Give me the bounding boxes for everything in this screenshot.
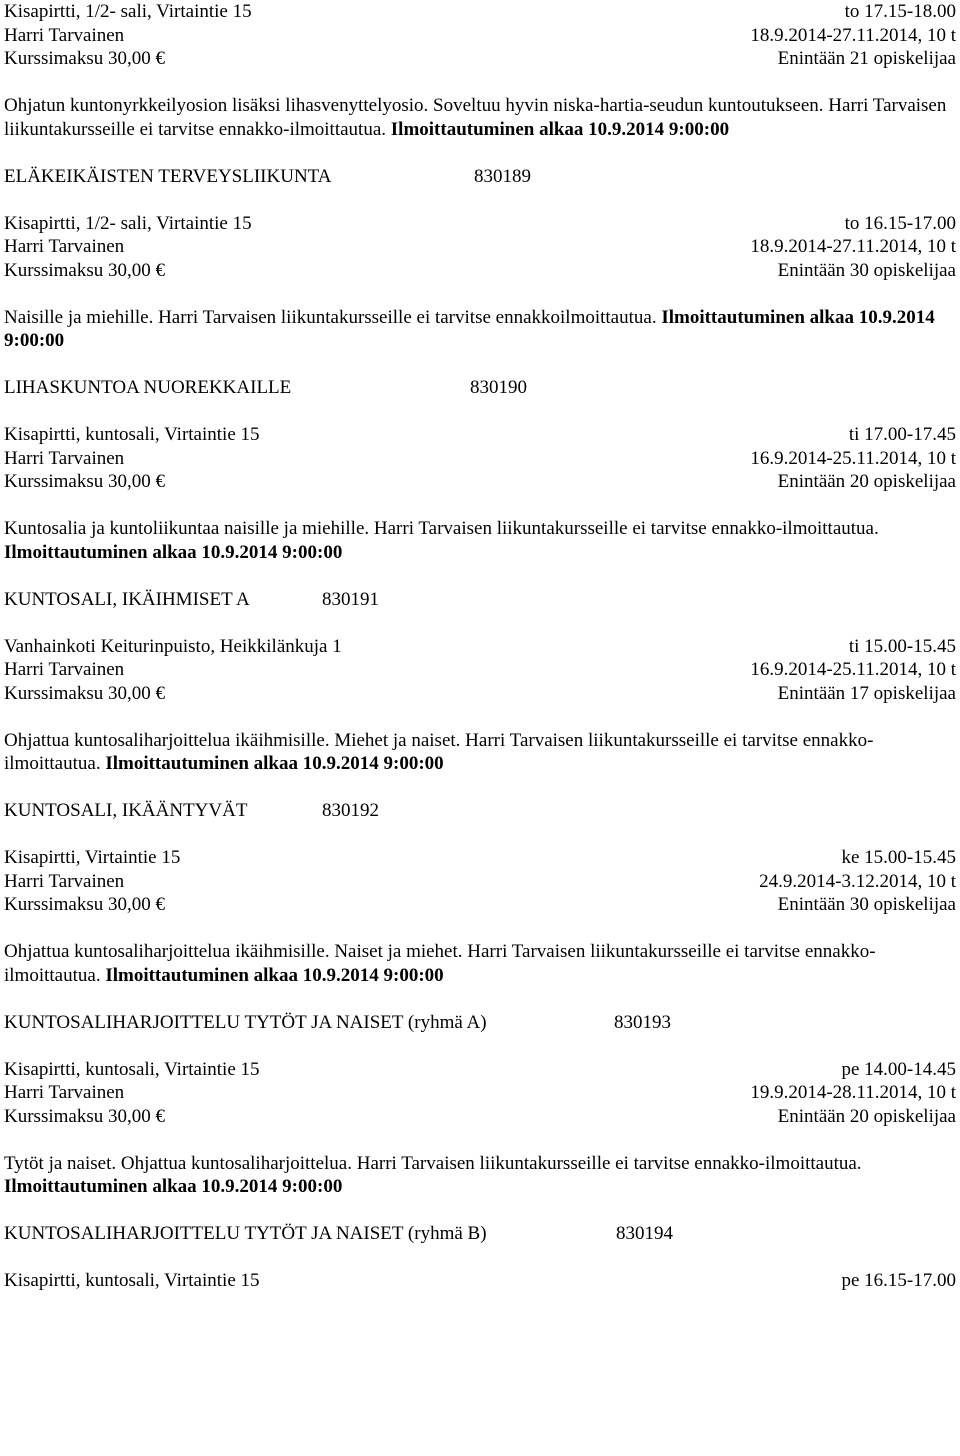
course-code: 830189: [474, 165, 531, 187]
fee-row: [4, 1105, 956, 1129]
location: Kisapirtti, kuntosali, Virtaintie 15: [4, 1058, 260, 1080]
teacher: Harri Tarvainen: [4, 447, 125, 469]
location: Kisapirtti, 1/2- sali, Virtaintie 15: [4, 212, 252, 234]
max-students: Enintään 30 opiskelijaa: [777, 894, 956, 915]
teacher-row: [4, 447, 956, 471]
registration-note: Ilmoittautuminen alkaa 10.9.2014 9:00:00: [105, 753, 444, 774]
teacher-row: [4, 1081, 956, 1105]
registration-note: Ilmoittautuminen alkaa 10.9.2014 9:00:00: [4, 541, 343, 563]
course-description: Tytöt ja naiset. Ohjattua kuntosaliharjoittelua. Harri Tarvaisen liikuntakursseille ei tarvitse ennakko-ilmoittautua. Ilmoittautuminen alkaa 10.9.2014 9:00:00: [4, 1152, 862, 1197]
date-range: 19.9.2014-28.11.2014, 10 t: [750, 1082, 956, 1103]
fee-row: [4, 682, 956, 706]
fee: Kurssimaksu 30,00 €: [4, 259, 165, 281]
teacher-row: [4, 870, 956, 894]
course-title-row: [4, 165, 956, 189]
location-row: [4, 0, 956, 24]
max-students: Enintään 17 opiskelijaa: [777, 682, 956, 704]
location: Vanhainkoti Keiturinpuisto, Heikkilänkuja 1: [4, 635, 342, 657]
teacher: Harri Tarvainen: [4, 236, 125, 257]
location-row: [4, 1269, 956, 1293]
course-title-row: [4, 799, 956, 823]
fee-row: [4, 47, 956, 71]
location-row: [4, 212, 956, 236]
location-row: [4, 423, 956, 447]
teacher: Harri Tarvainen: [4, 1082, 125, 1103]
time: to 17.15-18.00: [844, 1, 956, 22]
location: Kisapirtti, kuntosali, Virtaintie 15: [4, 1270, 260, 1291]
course-title-row: [4, 1011, 956, 1035]
date-range: 24.9.2014-3.12.2014, 10 t: [759, 870, 956, 892]
fee: Kurssimaksu 30,00 €: [4, 682, 165, 704]
course-description: Naisille ja miehille. Harri Tarvaisen liikuntakursseille ei tarvitse ennakkoilmoittautua. Ilmoittautuminen alkaa 10.9.2014 9:00:00: [4, 306, 935, 351]
course-code: 830193: [614, 1011, 671, 1033]
course-listing-page: [4, 0, 956, 1293]
time: ke 15.00-15.45: [841, 847, 956, 868]
teacher-row: [4, 235, 956, 259]
max-students: Enintään 30 opiskelijaa: [777, 259, 956, 281]
location-row: [4, 846, 956, 870]
location-row: [4, 1058, 956, 1082]
course-code: 830191: [322, 588, 379, 610]
course-title-row: [4, 588, 956, 612]
teacher: Harri Tarvainen: [4, 870, 125, 892]
course-name: ELÄKEIKÄISTEN TERVEYSLIIKUNTA: [4, 165, 332, 187]
course-title-row: [4, 376, 956, 400]
course-code: 830194: [616, 1223, 673, 1244]
max-students: Enintään 21 opiskelijaa: [777, 48, 956, 69]
time: to 16.15-17.00: [844, 212, 956, 234]
fee: Kurssimaksu 30,00 €: [4, 48, 165, 69]
location: Kisapirtti, kuntosali, Virtaintie 15: [4, 424, 260, 445]
date-range: 18.9.2014-27.11.2014, 10 t: [750, 24, 956, 46]
course-description: Ohjatun kuntonyrkkeilyosion lisäksi lihasvenyttelyosio. Soveltuu hyvin niska-hartia-seudun kuntoutukseen. Harri Tarvaisen liikuntakursseille ei tarvitse ennakko-ilmoittautua. Ilmoittautuminen alkaa 10.9.2014 9:00:00: [4, 95, 947, 140]
course-name: KUNTOSALI, IKÄIHMISET A: [4, 588, 250, 610]
course-code: 830192: [322, 800, 379, 821]
fee-row: [4, 470, 956, 494]
course-name: KUNTOSALI, IKÄÄNTYVÄT: [4, 800, 248, 821]
date-range: 18.9.2014-27.11.2014, 10 t: [750, 236, 956, 257]
registration-note: Ilmoittautuminen alkaa 10.9.2014 9:00:00: [4, 1176, 343, 1197]
registration-note: Ilmoittautuminen alkaa 10.9.2014 9:00:00: [390, 118, 730, 140]
fee: Kurssimaksu 30,00 €: [4, 1105, 165, 1127]
teacher: Harri Tarvainen: [4, 24, 125, 46]
course-name: KUNTOSALIHARJOITTELU TYTÖT JA NAISET (ryhmä A): [4, 1011, 487, 1033]
fee: Kurssimaksu 30,00 €: [4, 471, 165, 492]
max-students: Enintään 20 opiskelijaa: [777, 471, 956, 492]
registration-note: Ilmoittautuminen alkaa 10.9.2014 9:00:00: [4, 306, 935, 351]
date-range: 16.9.2014-25.11.2014, 10 t: [750, 659, 956, 680]
fee: Kurssimaksu 30,00 €: [4, 894, 165, 915]
date-range: 16.9.2014-25.11.2014, 10 t: [750, 447, 956, 469]
teacher-row: [4, 24, 956, 48]
time: pe 16.15-17.00: [841, 1270, 956, 1291]
course-name: KUNTOSALIHARJOITTELU TYTÖT JA NAISET (ryhmä B): [4, 1223, 487, 1244]
time: ti 15.00-15.45: [848, 635, 956, 657]
fee-row: [4, 893, 956, 917]
course-code: 830190: [470, 377, 527, 398]
location: Kisapirtti, 1/2- sali, Virtaintie 15: [4, 1, 252, 22]
fee-row: [4, 259, 956, 283]
time: ti 17.00-17.45: [848, 424, 956, 445]
teacher-row: [4, 658, 956, 682]
course-description: Ohjattua kuntosaliharjoittelua ikäihmisille. Naiset ja miehet. Harri Tarvaisen liikuntakursseille ei tarvitse ennakko-ilmoittautua. Ilmoittautuminen alkaa 10.9.2014 9:00:00: [4, 941, 876, 986]
course-title-row: [4, 1222, 956, 1246]
location: Kisapirtti, Virtaintie 15: [4, 847, 181, 868]
course-description: Ohjattua kuntosaliharjoittelua ikäihmisille. Miehet ja naiset. Harri Tarvaisen liikuntakursseille ei tarvitse ennakko-ilmoittautua. Ilmoittautuminen alkaa 10.9.2014 9:00:00: [4, 729, 874, 774]
location-row: [4, 635, 956, 659]
course-name: LIHASKUNTOA NUOREKKAILLE: [4, 377, 292, 398]
course-description: Kuntosalia ja kuntoliikuntaa naisille ja miehille. Harri Tarvaisen liikuntakursseille ei tarvitse ennakko-ilmoittautua. Ilmoittautuminen alkaa 10.9.2014 9:00:00: [4, 518, 879, 563]
time: pe 14.00-14.45: [841, 1058, 956, 1080]
teacher: Harri Tarvainen: [4, 659, 125, 680]
registration-note: Ilmoittautuminen alkaa 10.9.2014 9:00:00: [105, 964, 444, 986]
max-students: Enintään 20 opiskelijaa: [777, 1105, 956, 1127]
